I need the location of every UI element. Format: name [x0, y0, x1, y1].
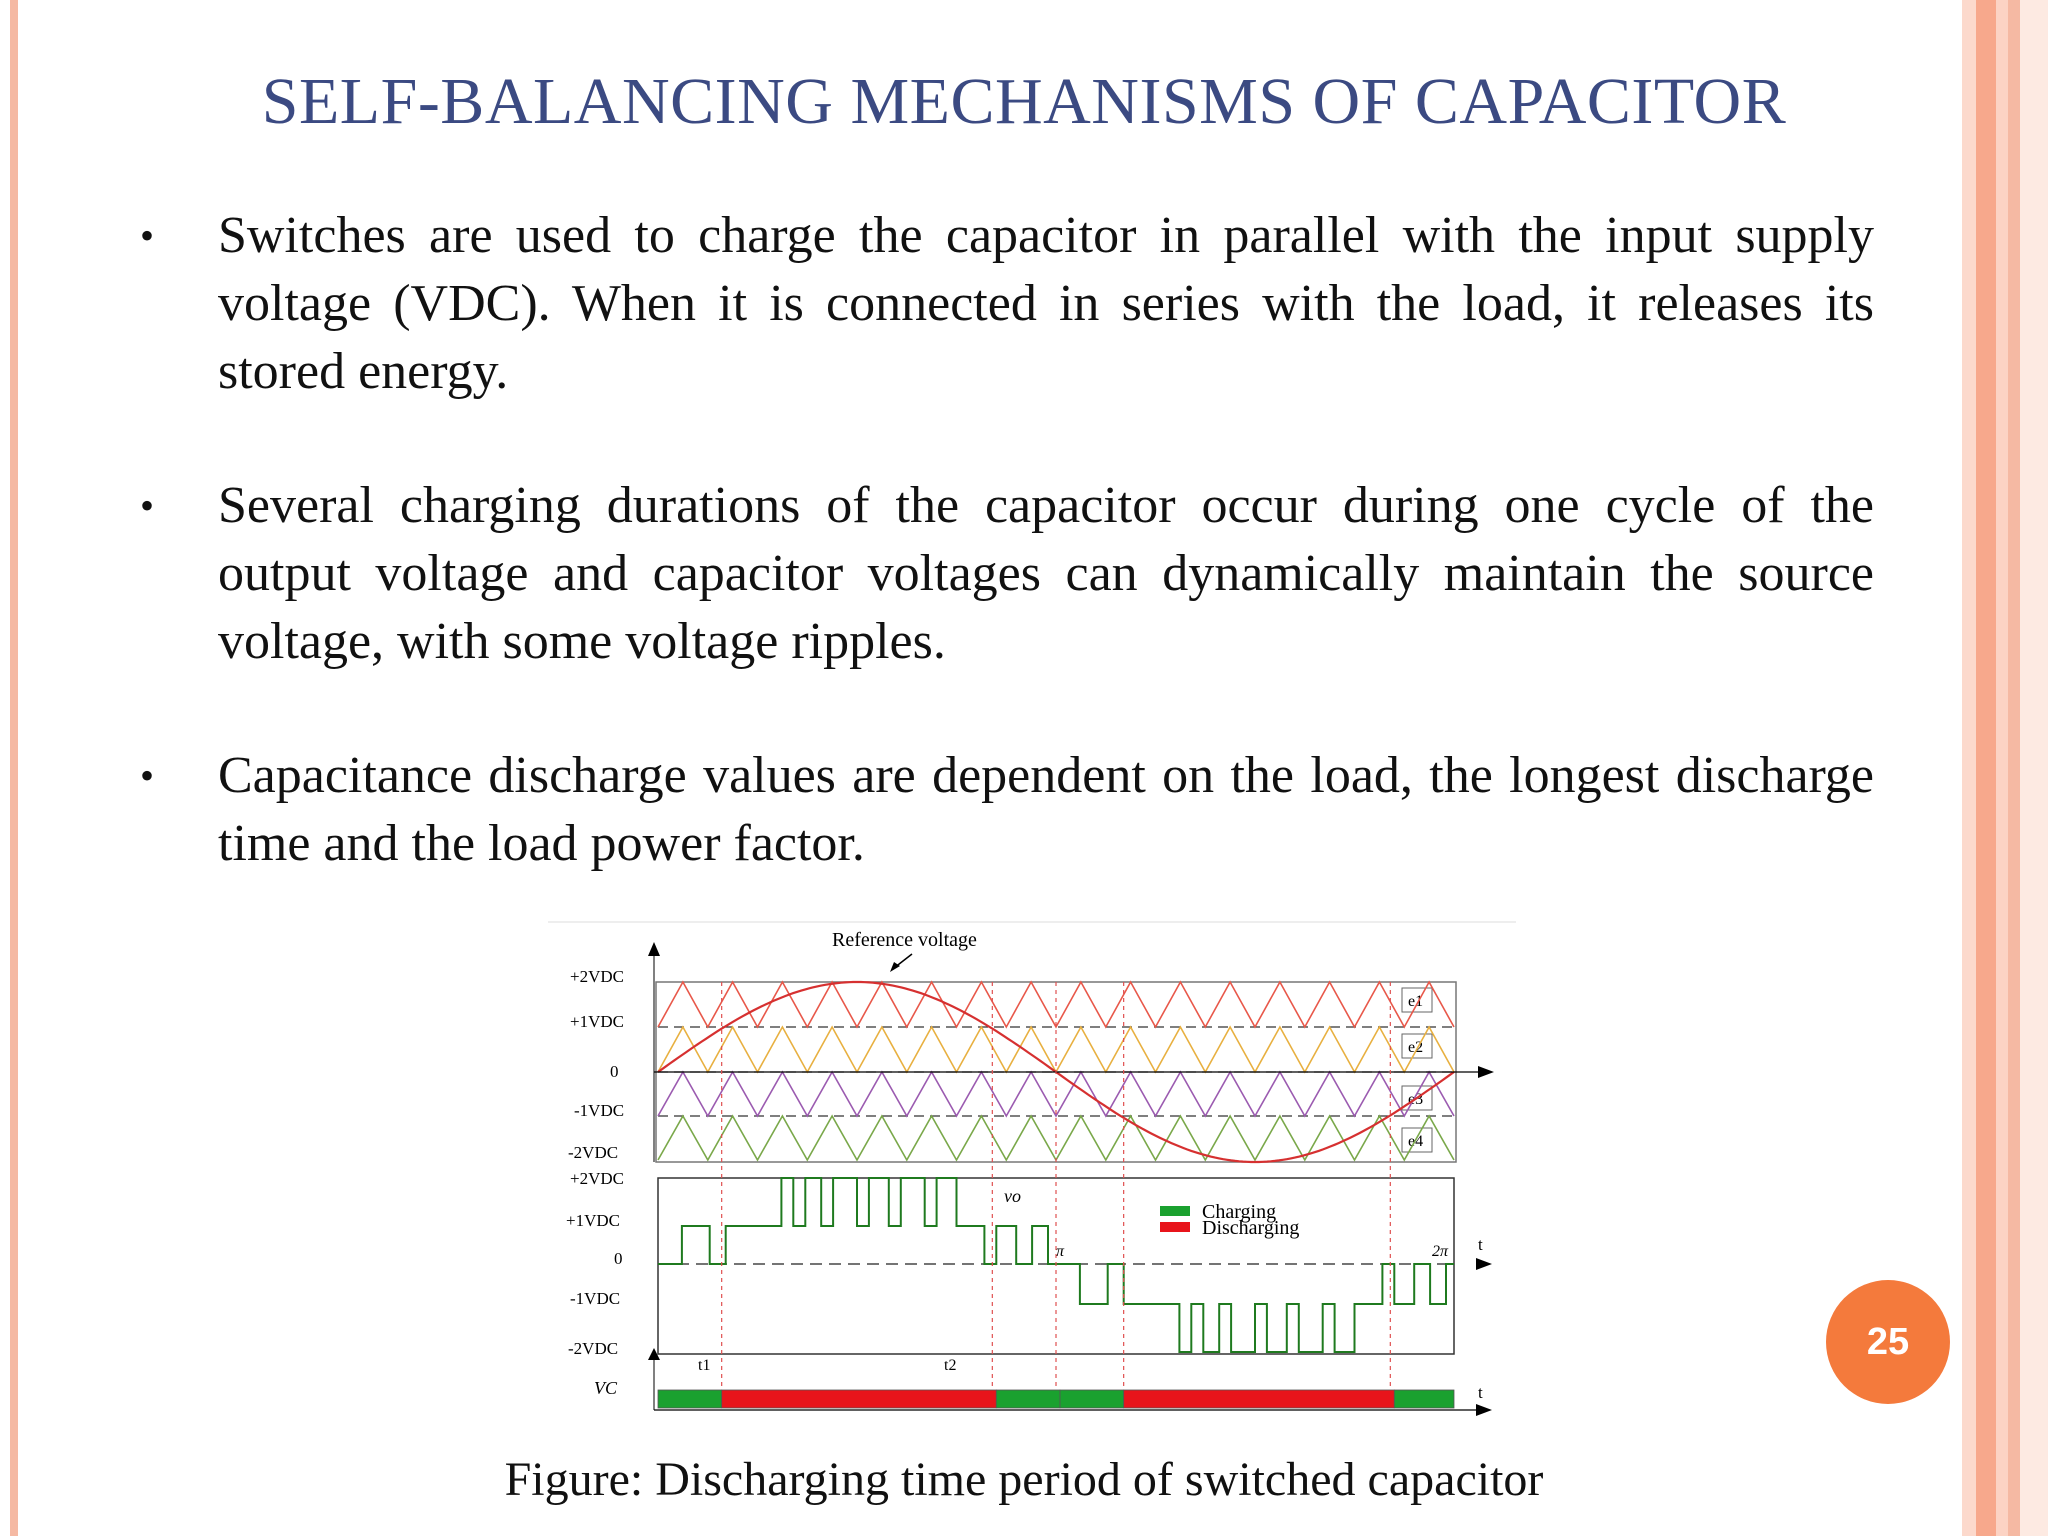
zero-axis-arrowhead	[1478, 1066, 1494, 1078]
bullet-text: Switches are used to charge the capacitor in parallel with the input supply voltage (VDC). When it is connected in series with the load, it releases its stored energy.	[218, 207, 1874, 400]
bullet-icon: •	[140, 483, 155, 528]
reference-voltage-annotation: Reference voltage	[832, 929, 977, 951]
top-axis-label: -1VDC	[574, 1101, 625, 1120]
output-voltage-positive-half	[658, 1178, 1056, 1264]
bullet-item	[140, 472, 1874, 676]
mid-axis-label: +2VDC	[570, 1169, 624, 1188]
two-pi-label: 2π	[1432, 1243, 1449, 1260]
mid-axis-label: +1VDC	[566, 1211, 620, 1230]
carrier-label-text: e3	[1408, 1091, 1424, 1108]
carrier-label-e4	[1402, 1128, 1432, 1152]
page-number-badge: 25	[1826, 1280, 1950, 1404]
vc-segment-discharging	[1124, 1390, 1395, 1408]
figure-diagram	[548, 920, 1516, 1416]
vc-time-arrowhead	[1476, 1404, 1492, 1416]
carrier-label-e1	[1402, 988, 1432, 1012]
top-axis-label: +2VDC	[570, 967, 624, 986]
mid-axis-label: -2VDC	[568, 1339, 619, 1358]
figure-caption: Figure: Discharging time period of switched capacitor	[504, 1453, 1544, 1506]
bullet-icon: •	[140, 753, 155, 798]
right-border-stripe	[2008, 0, 2020, 1536]
vertical-axis-arrowhead	[648, 942, 660, 956]
top-axis-label: -2VDC	[568, 1143, 619, 1162]
vc-segment-charging	[658, 1390, 722, 1408]
top-axis-label: 0	[610, 1062, 619, 1081]
vc-segment-charging	[996, 1390, 1060, 1408]
right-border-stripe	[2020, 0, 2048, 1536]
slide-title: SELF-BALANCING MECHANISMS OF CAPACITOR	[261, 65, 1787, 138]
annotation-arrowhead	[890, 962, 900, 972]
t-axis-label: t	[1478, 1383, 1483, 1402]
right-border-stripe	[1996, 0, 2008, 1536]
legend-swatch-discharging	[1160, 1222, 1190, 1232]
vc-segment-charging	[1394, 1390, 1454, 1408]
time-axis-arrowhead	[1476, 1258, 1492, 1270]
left-border-stripe	[10, 0, 18, 1536]
carrier-label-text: e4	[1408, 1133, 1424, 1150]
bullet-text: Several charging durations of the capacitor occur during one cycle of the output voltage and capacitor voltages can dynamically maintain the source voltage, with some voltage ripples.	[218, 477, 1874, 670]
t-axis-label: t	[1478, 1235, 1483, 1254]
output-voltage-negative-half	[1056, 1264, 1454, 1352]
bullet-icon: •	[140, 213, 155, 258]
top-axis-label: +1VDC	[570, 1012, 624, 1031]
vc-segment-discharging	[722, 1390, 997, 1408]
legend-label-discharging: Discharging	[1202, 1217, 1300, 1239]
bullet-item	[140, 742, 1874, 878]
bullet-item	[140, 202, 1874, 406]
vc-label: VC	[594, 1378, 618, 1398]
legend-swatch-charging	[1160, 1206, 1190, 1216]
mid-axis-label: 0	[614, 1249, 623, 1268]
mid-axis-label: -1VDC	[570, 1289, 621, 1308]
switched-capacitor-waveform-diagram	[548, 920, 1516, 1416]
carrier-label-text: e1	[1408, 993, 1424, 1010]
t2-label: t2	[944, 1357, 957, 1374]
vc-segment-charging	[1060, 1390, 1124, 1408]
carrier-wave-e1	[658, 982, 1454, 1027]
right-border-stripe	[1976, 0, 1996, 1536]
legend-label-charging: Charging	[1202, 1201, 1277, 1223]
output-voltage-label: vo	[1004, 1186, 1021, 1206]
pi-label: π	[1056, 1243, 1065, 1260]
carrier-label-e2	[1402, 1034, 1432, 1058]
t1-label: t1	[698, 1357, 711, 1374]
carrier-label-text: e2	[1408, 1039, 1424, 1056]
bullet-list	[140, 202, 1874, 944]
bullet-text: Capacitance discharge values are dependent on the load, the longest discharge time and the load power factor.	[218, 747, 1874, 872]
right-border-stripe	[1962, 0, 1976, 1536]
legend	[1160, 1201, 1299, 1239]
